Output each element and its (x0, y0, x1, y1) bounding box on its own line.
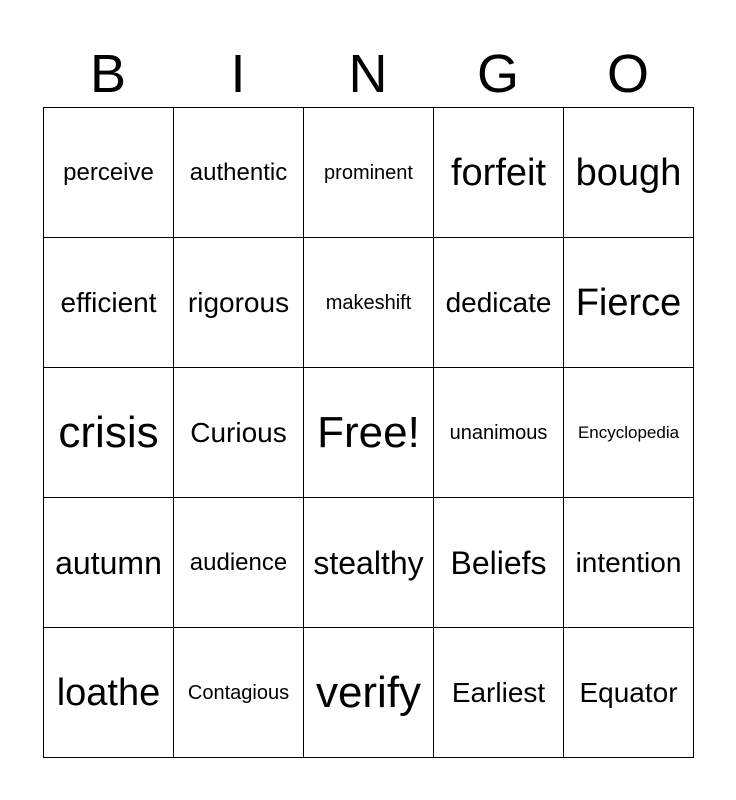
cell-word: Beliefs (450, 544, 547, 581)
board-cell[interactable] (44, 498, 174, 628)
cell-word: verify (315, 667, 422, 717)
board-cell[interactable] (434, 498, 564, 628)
header-letter-b: B (89, 44, 127, 104)
cell-word: makeshift (325, 291, 412, 314)
board-cell[interactable] (304, 108, 434, 238)
cell-word: autumn (55, 544, 162, 581)
board-cell[interactable] (434, 108, 564, 238)
board-cell[interactable] (564, 498, 694, 628)
cell-word: unanimous (449, 421, 548, 444)
board-cell[interactable] (304, 498, 434, 628)
board-cell[interactable] (174, 628, 304, 758)
board-cell[interactable] (434, 368, 564, 498)
bingo-header (43, 40, 693, 108)
cell-word: Fierce (575, 281, 682, 324)
board-cell[interactable] (564, 368, 694, 498)
header-letter-n: N (348, 44, 388, 104)
header-letter-o: O (606, 44, 649, 104)
board-cell[interactable] (434, 628, 564, 758)
board-cell[interactable] (44, 108, 174, 238)
cell-word: forfeit (450, 151, 547, 194)
cell-word: Contagious (187, 681, 290, 704)
cell-word: Earliest (451, 676, 546, 708)
board-cell[interactable] (44, 628, 174, 758)
cell-word: perceive (63, 158, 154, 186)
cell-word: intention (575, 546, 682, 578)
cell-word: Curious (190, 416, 287, 448)
header-letter-i: I (230, 44, 246, 104)
cell-word: crisis (58, 407, 159, 457)
cell-word: bough (575, 151, 682, 194)
cell-word: Equator (579, 676, 678, 708)
board-cell[interactable] (174, 368, 304, 498)
board-cell[interactable] (304, 238, 434, 368)
cell-word: loathe (56, 671, 161, 714)
board-cell[interactable] (434, 238, 564, 368)
cell-word: prominent (324, 161, 413, 184)
board-cell[interactable] (564, 108, 694, 238)
board-cell[interactable] (174, 108, 304, 238)
board-cell[interactable] (44, 368, 174, 498)
header-letter-g: G (476, 44, 519, 104)
cell-word: efficient (60, 286, 157, 318)
free-space-label: Free! (317, 407, 420, 457)
board-cell[interactable] (564, 238, 694, 368)
cell-word: authentic (189, 158, 288, 186)
cell-word: dedicate (445, 286, 552, 318)
cell-word: Encyclopedia (577, 423, 680, 442)
bingo-board (43, 107, 694, 758)
board-cell[interactable] (174, 238, 304, 368)
cell-word: audience (189, 548, 288, 576)
cell-word: stealthy (313, 544, 424, 581)
board-cell[interactable] (174, 498, 304, 628)
board-cell[interactable] (304, 628, 434, 758)
board-cell[interactable] (44, 238, 174, 368)
free-space-cell[interactable] (304, 368, 434, 498)
board-cell[interactable] (564, 628, 694, 758)
cell-word: rigorous (187, 286, 290, 318)
